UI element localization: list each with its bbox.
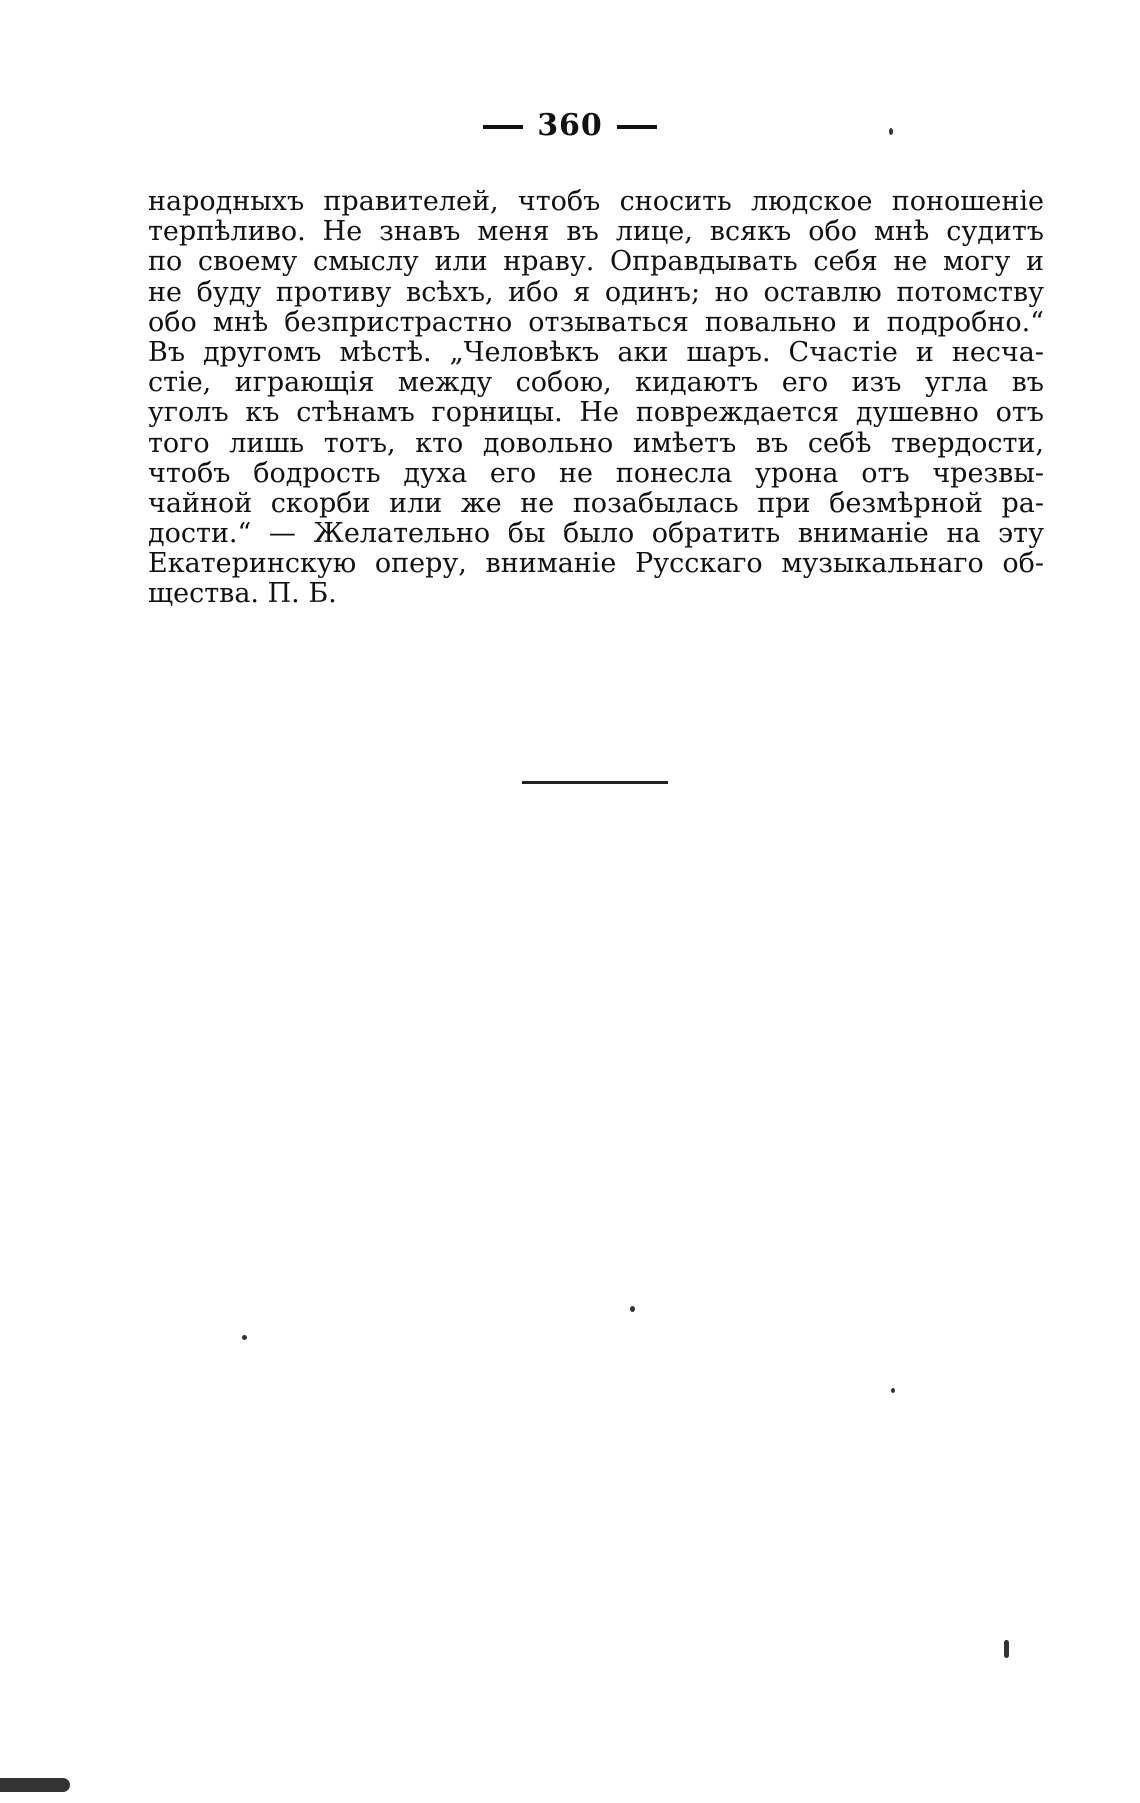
text-line: по своему смыслу или нраву. Оправдывать себя не могу и <box>148 246 1044 278</box>
page-number-dash-right <box>617 125 657 129</box>
page-number-dash-left <box>483 125 523 129</box>
text-line: не буду противу всѣхъ, ибо я одинъ; но оставлю потомству <box>148 276 1044 308</box>
scan-speck <box>889 128 893 135</box>
text-line: чтобъ бодрость духа его не понесла урона отъ чрезвы- <box>148 457 1044 489</box>
section-divider <box>522 781 668 784</box>
scan-speck <box>630 1306 635 1312</box>
text-line: Екатеринскую оперу, вниманіе Русскаго музыкальнаго об- <box>148 548 1044 580</box>
text-line: чайной скорби или же не позабылась при безмѣрной ра- <box>148 487 1044 519</box>
text-line: щества. П. Б. <box>148 578 337 610</box>
text-line: терпѣливо. Не знавъ меня въ лице, всякъ обо мнѣ судитъ <box>148 216 1044 248</box>
scan-speck <box>1004 1640 1009 1658</box>
text-line: народныхъ правителей, чтобъ сносить людское поношеніе <box>148 186 1044 217</box>
page-number-value: 360 <box>537 108 603 143</box>
text-line: уголъ къ стѣнамъ горницы. Не повреждается душевно отъ <box>148 397 1044 429</box>
text-line: Въ другомъ мѣстѣ. „Человѣкъ аки шаръ. Счастіе и несча- <box>148 336 1044 368</box>
scan-speck <box>242 1335 247 1340</box>
scan-speck <box>891 1388 895 1393</box>
page-number <box>0 108 1140 143</box>
body-text <box>148 187 1044 610</box>
text-line: стіе, играющія между собою, кидаютъ его изъ угла въ <box>148 367 1044 399</box>
text-line: обо мнѣ безпристрастно отзываться повально и подробно.“ <box>148 306 1044 338</box>
scan-speck <box>0 1778 70 1792</box>
text-line: того лишь тотъ, кто довольно имѣетъ въ себѣ твердости, <box>148 427 1044 459</box>
text-line: дости.“ — Желательно бы было обратить вниманіе на эту <box>148 518 1044 550</box>
